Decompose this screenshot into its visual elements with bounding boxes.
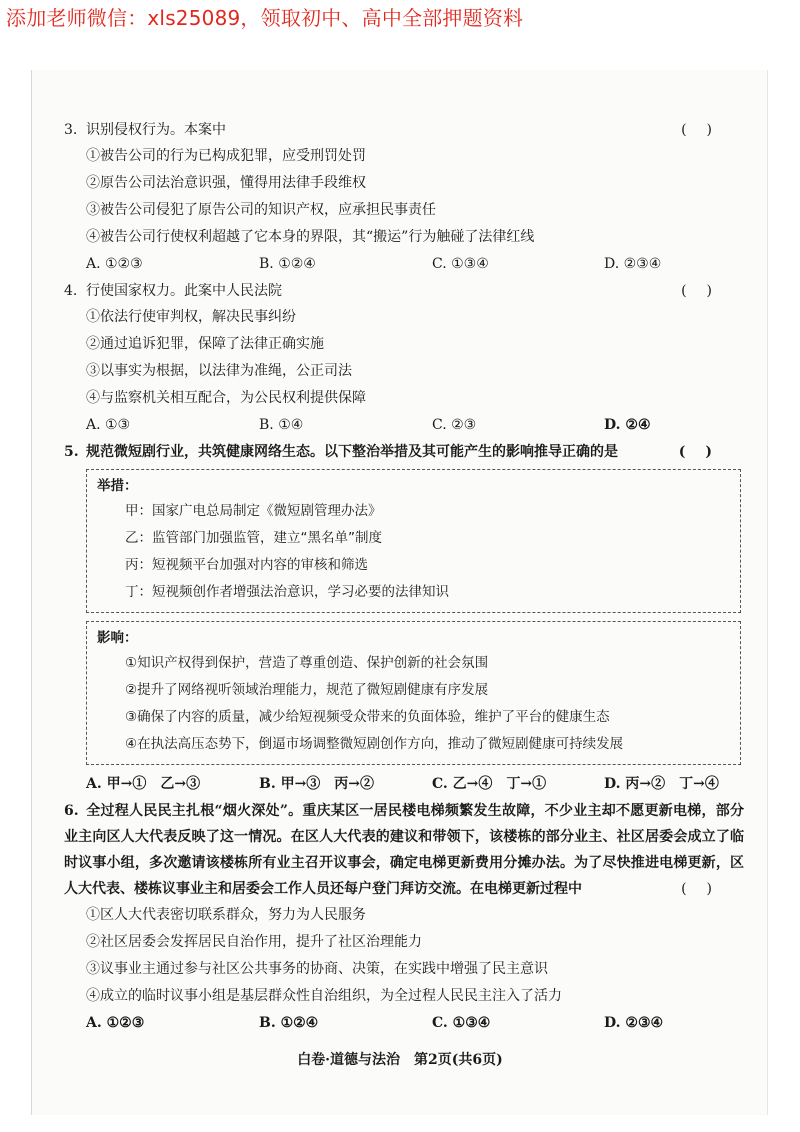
statement-3: ③被告公司侵犯了原告公司的知识产权，应承担民事责任: [86, 202, 436, 218]
statement-2: ②社区居委会发挥居民自治作用，提升了社区治理能力: [86, 934, 422, 950]
question-4: [64, 278, 744, 439]
choice-d: D. ②③④: [604, 256, 662, 272]
choice-b: B. 甲→③ 丙→②: [259, 776, 375, 792]
answer-bracket: (): [681, 283, 732, 299]
choice-d: D. ②③④: [604, 1015, 664, 1031]
choice-a: A. ①②③: [86, 256, 143, 272]
impact-1: ①知识产权得到保护，营造了尊重创造、保护创新的社会氛围: [125, 655, 489, 671]
choice-b: B. ①②④: [259, 1015, 319, 1031]
question-6: [64, 798, 744, 1037]
choice-a: A. 甲→① 乙→③: [86, 776, 201, 792]
choice-c: C. ①③④: [432, 256, 489, 272]
answer-choices: [64, 412, 744, 439]
answer-choices: [64, 771, 744, 798]
exam-content: [64, 117, 744, 1037]
question-3: [64, 117, 744, 278]
impact-3: ③确保了内容的质量，减少给短视频受众带来的负面体验，维护了平台的健康生态: [125, 709, 610, 725]
statement-4: ④与监察机关相互配合，为公民权利提供保障: [86, 390, 366, 406]
question-5: [64, 439, 744, 798]
choice-b: B. ①④: [259, 417, 304, 433]
measure-ding: 丁：短视频创作者增强法治意识，学习必要的法律知识: [125, 584, 449, 600]
question-4-stem: [64, 278, 744, 304]
impacts-box: [86, 621, 741, 765]
answer-bracket: (): [681, 122, 732, 138]
question-number: 3.: [64, 122, 78, 138]
statement-4: ④成立的临时议事小组是基层群众性自治组织，为全过程人民民主注入了活力: [86, 988, 562, 1004]
measure-jia: 甲：国家广电总局制定《微短剧管理办法》: [125, 503, 382, 519]
statement-1: ①区人大代表密切联系群众，努力为人民服务: [86, 907, 366, 923]
question-text: 规范微短剧行业，共筑健康网络生态。以下整治举措及其可能产生的影响推导正确的是: [86, 444, 618, 460]
choice-c: C. 乙→④ 丁→①: [432, 776, 547, 792]
statement-2: ②原告公司法治意识强，懂得用法律手段维权: [86, 175, 366, 191]
impact-2: ②提升了网络视听领域治理能力，规范了微短剧健康有序发展: [125, 682, 489, 698]
answer-choices: [64, 1010, 744, 1037]
page-footer: 白卷·道德与法治 第2页(共6页): [297, 1052, 503, 1068]
statement-3: ③以事实为根据，以法律为准绳，公正司法: [86, 363, 352, 379]
impact-4: ④在执法高压态势下，倒逼市场调整微短剧创作方向，推动了微短剧健康可持续发展: [125, 736, 624, 752]
measure-yi: 乙：监管部门加强监管，建立“黑名单”制度: [125, 530, 382, 546]
measures-box: [86, 469, 741, 613]
choice-d: D. ②④: [604, 417, 651, 433]
question-text: 识别侵权行为。本案中: [86, 122, 226, 138]
choice-b: B. ①②④: [259, 256, 316, 272]
answer-choices: [64, 251, 744, 278]
statement-3: ③议事业主通过参与社区公共事务的协商、决策，在实践中增强了民主意识: [86, 961, 548, 977]
question-6-stem: [64, 798, 744, 902]
statement-1: ①依法行使审判权，解决民事纠纷: [86, 309, 296, 325]
choice-a: A. ①③: [86, 417, 131, 433]
answer-bracket: (): [681, 881, 732, 897]
measures-title: 举措：: [97, 478, 138, 494]
question-3-stem: [64, 117, 744, 143]
question-number: 6.: [64, 803, 79, 819]
question-5-stem: [64, 439, 744, 465]
statement-1: ①被告公司的行为已构成犯罪，应受刑罚处罚: [86, 148, 366, 164]
choice-d: D. 丙→② 丁→④: [604, 776, 719, 792]
promo-banner: 添加老师微信：xls25089，领取初中、高中全部押题资料: [6, 6, 524, 30]
question-number: 4.: [64, 283, 78, 299]
question-text: 全过程人民民主扎根“烟火深处”。重庆某区一居民楼电梯频繁发生故障，不少业主却不愿更新电梯，部分业主向区人大代表反映了这一情况。在区人大代表的建议和带领下，该楼栋的部分业主、社区居委会成立了临时议事小组，多次邀请该楼栋所有业主召开议事会，确定电梯更新费用分摊办法。为了尽快推进电梯更新，区人大代表、楼栋议事业主和居委会工作人员还每户登门拜访交流。在电梯更新过程中: [64, 803, 744, 897]
choice-c: C. ①③④: [432, 1015, 491, 1031]
answer-bracket: (): [678, 444, 732, 460]
choice-a: A. ①②③: [86, 1015, 145, 1031]
question-text: 行使国家权力。此案中人民法院: [86, 283, 282, 299]
statement-4: ④被告公司行使权利超越了它本身的界限，其“搬运”行为触碰了法律红线: [86, 229, 535, 245]
choice-c: C. ②③: [432, 417, 477, 433]
statement-2: ②通过追诉犯罪，保障了法律正确实施: [86, 336, 324, 352]
impacts-title: 影响：: [97, 630, 138, 646]
measure-bing: 丙：短视频平台加强对内容的审核和筛选: [125, 557, 368, 573]
question-number: 5.: [64, 444, 79, 460]
